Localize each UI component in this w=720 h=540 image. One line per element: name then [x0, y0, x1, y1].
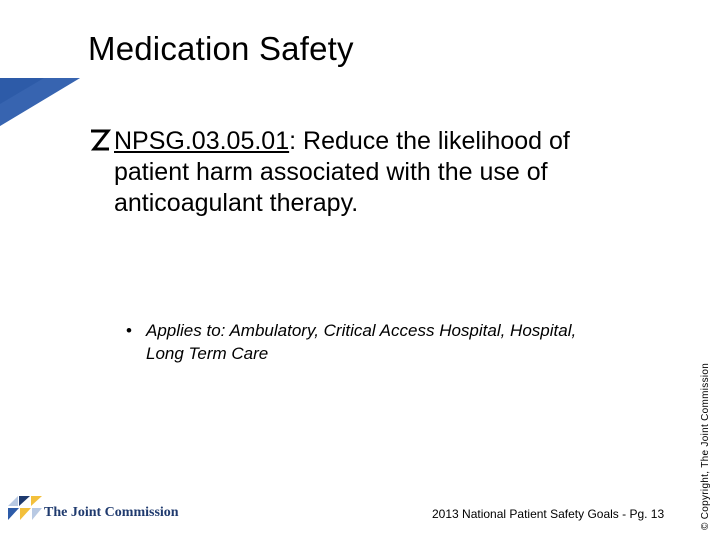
- joint-commission-logo-icon: [8, 492, 42, 522]
- copyright-text: © Copyright, The Joint Commission: [700, 362, 711, 530]
- sub-bullet-point: [126, 319, 606, 365]
- npsg-link[interactable]: NPSG.03.05.01: [114, 127, 290, 155]
- z-bullet-icon: [88, 126, 112, 154]
- main-point-text: : Reduce the likelihood of patient harm associated with the use of anticoagulant therapy.: [114, 127, 570, 217]
- applies-to-text: Applies to: Ambulatory, Critical Access Hospital, Hospital, Long Term Care: [146, 321, 577, 363]
- joint-commission-logo: [8, 492, 208, 524]
- slide-title: Medication Safety: [88, 30, 354, 67]
- sub-bullet-dot: •: [126, 321, 132, 340]
- corner-decoration: [0, 0, 90, 130]
- logo-text: The Joint Commission: [44, 505, 179, 520]
- main-bullet-point: [88, 126, 648, 219]
- footer-page-label: 2013 National Patient Safety Goals - Pg. 13: [432, 507, 665, 521]
